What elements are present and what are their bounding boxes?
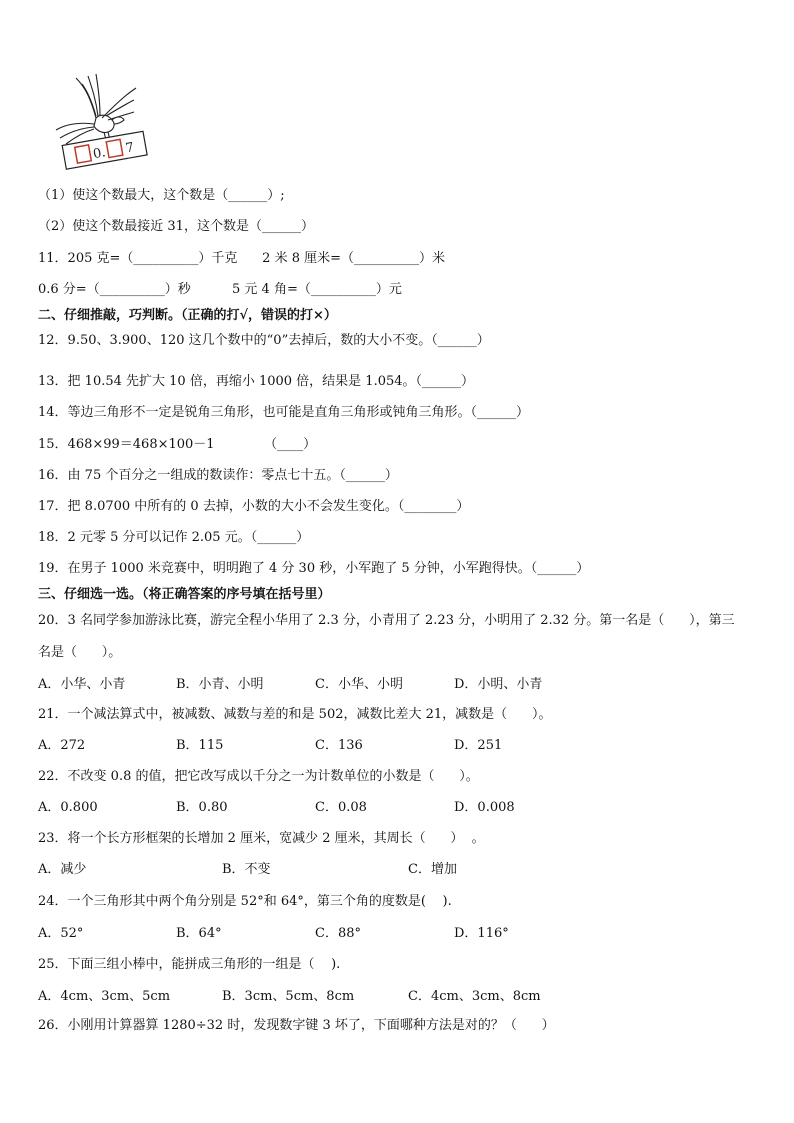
- q16: 16．由 75 个百分之一组成的数读作：零点七十五。（______）: [38, 468, 398, 483]
- section-2-heading: 二、仔细推敲，巧判断。（正确的打√，错误的打×）: [38, 308, 337, 323]
- q23-option-c: C．增加: [408, 862, 457, 877]
- q26: 26．小刚用计算器算 1280÷32 时，发现数字键 3 坏了，下面哪种方法是对的？（ ）: [38, 1018, 555, 1033]
- card-text-1: 0.: [91, 145, 107, 163]
- q22-option-b: B．0.80: [176, 800, 228, 815]
- q24-option-a: A．52°: [38, 926, 84, 941]
- bird-illustration: [36, 70, 156, 170]
- number-card: [62, 131, 147, 169]
- q25-option-b: B．3cm、5cm、8cm: [222, 989, 355, 1004]
- q19: 19．在男子 1000 米竞赛中，明明跑了 4 分 30 秒，小军跑了 5 分钟，小军跑得快。（______）: [38, 561, 590, 576]
- q23-option-a: A．减少: [38, 862, 87, 877]
- q24-option-c: C．88°: [315, 926, 361, 941]
- q21-option-c: C．136: [315, 738, 363, 753]
- q20-option-b: B．小青、小明: [176, 677, 264, 692]
- q21-option-b: B．115: [176, 738, 224, 753]
- q11-line1: 11．205 克=（__________）千克 2 米 8 厘米=（__________）米: [38, 251, 446, 266]
- q18: 18．2 元零 5 分可以记作 2.05 元。（______）: [38, 530, 310, 545]
- q22-option-c: C．0.08: [315, 800, 367, 815]
- q24-option-b: B．64°: [176, 926, 222, 941]
- q24: 24．一个三角形其中两个角分别是 52°和 64°，第三个角的度数是( ).: [38, 894, 452, 909]
- q23: 23．将一个长方形框架的长增加 2 厘米，宽减少 2 厘米，其周长（ ） 。: [38, 831, 485, 846]
- q23-option-b: B．不变: [222, 862, 271, 877]
- q11-line2: 0.6 分=（__________）秒 5 元 4 角=（__________）元: [38, 282, 402, 297]
- q25: 25．下面三组小棒中，能拼成三角形的一组是（ ).: [38, 957, 341, 972]
- q25-option-c: C．4cm、3cm、8cm: [408, 989, 541, 1004]
- q20-option-c: C．小华、小明: [315, 677, 403, 692]
- q17: 17．把 8.0700 中所有的 0 去掉，小数的大小不会发生变化。（________）: [38, 499, 470, 514]
- q13: 13．把 10.54 先扩大 10 倍，再缩小 1000 倍，结果是 1.054。（______）: [38, 374, 475, 389]
- q25-option-a: A．4cm、3cm、5cm: [38, 989, 171, 1004]
- q24-option-d: D．116°: [454, 926, 509, 941]
- q22-option-d: D．0.008: [454, 800, 515, 815]
- q20-line2: 名是（ ）。: [38, 645, 122, 660]
- q20-line1: 20．3 名同学参加游泳比赛，游完全程小华用了 2.3 分，小青用了 2.23 分，小明用了 2.32 分。第一名是（ ），第三: [38, 613, 735, 628]
- q15: 15．468×99＝468×100－1 （____）: [38, 437, 317, 452]
- q22: 22．不改变 0.8 的值，把它改写成以千分之一为计数单位的小数是（ ）。: [38, 769, 479, 784]
- card-text-3: 7: [124, 140, 136, 157]
- q14: 14．等边三角形不一定是锐角三角形，也可能是直角三角形或钝角三角形。（______）: [38, 405, 530, 420]
- section-3-heading: 三、仔细选一选。（将正确答案的序号填在括号里）: [38, 587, 331, 602]
- q12: 12．9.50、3.900、120 这几个数中的“0”去掉后，数的大小不变。（______）: [38, 333, 490, 348]
- q21: 21．一个减法算式中，被减数、减数与差的和是 502，减数比差大 21，减数是（ ）。: [38, 707, 552, 722]
- q21-option-a: A．272: [38, 738, 86, 753]
- q22-option-a: A．0.800: [38, 800, 98, 815]
- q20-option-a: A．小华、小青: [38, 677, 126, 692]
- q21-option-d: D．251: [454, 738, 503, 753]
- q10-part2: （2）使这个数最接近 31，这个数是（______）: [38, 219, 314, 234]
- q10-part1: （1）使这个数最大，这个数是（______）;: [38, 188, 285, 203]
- q20-option-d: D．小明、小青: [454, 677, 543, 692]
